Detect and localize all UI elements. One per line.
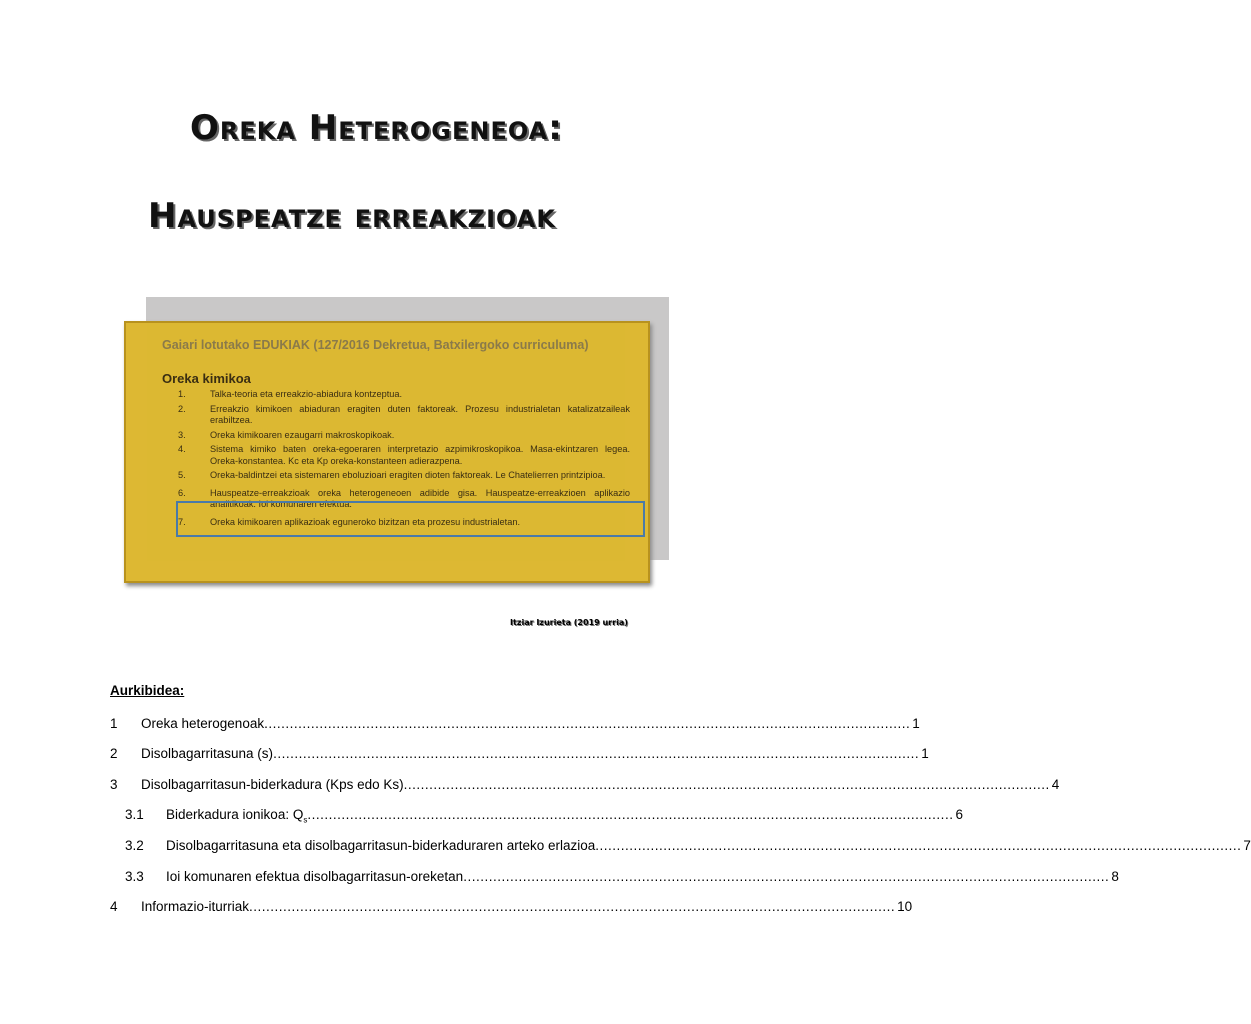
content-item (178, 389, 630, 401)
content-item-text: Oreka kimikoaren ezaugarri makroskopikoak. (210, 429, 395, 440)
toc-entry[interactable] (110, 899, 913, 917)
content-item-text: Oreka-baldintzei eta sistemaren eboluzioari eragiten dioten faktoreak. Le Chatelierren printzipioa. (210, 470, 606, 480)
curriculum-content-box (124, 321, 650, 583)
toc-leader: ........................................................................................................................................................ (403, 777, 1050, 792)
toc-heading: Aurkibidea: (110, 683, 185, 698)
toc-entry-label-text: Biderkadura ionikoa: Q (166, 807, 304, 822)
title-line-2: Hauspeatze erreakzioak (148, 196, 556, 236)
toc-entry-label: Informazio-iturriak (141, 899, 250, 914)
content-item (178, 470, 630, 482)
toc-entry[interactable] (125, 838, 1251, 856)
toc-entry-page: 10 (897, 899, 913, 914)
toc-leader: ........................................................................................................................................................ (273, 746, 920, 761)
toc-entry-page: 4 (1051, 777, 1060, 792)
content-item (178, 404, 630, 427)
content-item-text: Oreka kimikoaren aplikazioak eguneroko bizitzan eta prozesu industrialetan. (210, 516, 520, 527)
toc-entry[interactable] (125, 869, 1119, 887)
content-item-num: 4. (178, 444, 186, 454)
toc-entry-num: 3.3 (125, 869, 144, 884)
title-line-1: Oreka Heterogeneoa: (190, 108, 563, 148)
content-box-subtitle: Oreka kimikoa (162, 371, 251, 386)
toc-leader: ........................................................................................................................................................ (595, 838, 1242, 853)
toc-entry-page: 1 (921, 746, 929, 761)
toc-entry[interactable] (110, 746, 929, 764)
toc-entry-num: 3.2 (125, 838, 144, 853)
toc-leader: ........................................................................................................................................................ (307, 807, 954, 822)
content-item (178, 430, 630, 442)
author-credit: Itziar Izurieta (2019 urria) (510, 618, 628, 627)
toc-entry-num: 3.1 (125, 807, 144, 822)
content-item-num: 7. (178, 516, 186, 527)
toc-entry-page: 8 (1111, 869, 1119, 884)
toc-leader: ........................................................................................................................................................ (264, 716, 911, 731)
content-item (178, 444, 630, 467)
content-item-text: Hauspeatze-erreakzioak oreka heterogeneoen adibide gisa. Hauspeatze-erreakzioen aplikazio analitikoak. Ioi komunaren efektua. (210, 487, 630, 509)
toc-leader: ........................................................................................................................................................ (463, 869, 1110, 884)
toc-entry-page: 1 (912, 716, 920, 731)
toc-entry-label: Disolbagarritasuna eta disolbagarritasun-biderkaduraren arteko erlazioa (166, 838, 596, 853)
toc-entry-num: 1 (110, 716, 118, 731)
toc-entry-label: Ioi komunaren efektua disolbagarritasun-oreketan (166, 869, 464, 884)
toc-entry[interactable] (110, 716, 920, 734)
toc-entry-num: 4 (110, 899, 118, 914)
highlight-frame (176, 501, 645, 537)
toc-entry-label: Oreka heterogenoak (141, 716, 265, 731)
content-item-text: Erreakzio kimikoen abiaduran eragiten duten faktoreak. Prozesu industrialetan katalizatzaileak erabiltzea. (210, 403, 630, 425)
content-item-num: 6. (178, 487, 186, 498)
toc-entry-page: 6 (955, 807, 963, 822)
content-item-num: 5. (178, 470, 186, 480)
content-box-header: Gaiari lotutako EDUKIAK (127/2016 Dekretua, Batxilergoko curriculuma) (162, 338, 589, 352)
content-item-num: 2. (178, 403, 186, 414)
toc-entry-num: 3 (110, 777, 118, 792)
content-item-num: 1. (178, 389, 186, 399)
toc-entry-label: Disolbagarritasun-biderkadura (Kps edo Ks) (141, 777, 404, 792)
toc-entry-label: Disolbagarritasuna (s) (141, 746, 274, 761)
toc-entry[interactable] (125, 807, 963, 825)
toc-entry-page: 7 (1243, 838, 1251, 853)
toc-entry-label-sub: s (303, 815, 308, 825)
toc-entry-num: 2 (110, 746, 118, 761)
toc-leader: ........................................................................................................................................................ (249, 899, 896, 914)
toc-entry-label (166, 807, 307, 825)
content-item-num: 3. (178, 429, 186, 440)
toc-entry[interactable] (110, 777, 1060, 795)
content-item-text: Sistema kimiko baten oreka-egoeraren interpretazio azpimikroskopikoa. Masa-ekintzaren legea. Oreka-konstantea. Kc eta Kp oreka-konstanteen adierazpena. (210, 444, 630, 466)
content-item-text: Talka-teoria eta erreakzio-abiadura kontzeptua. (210, 389, 403, 399)
